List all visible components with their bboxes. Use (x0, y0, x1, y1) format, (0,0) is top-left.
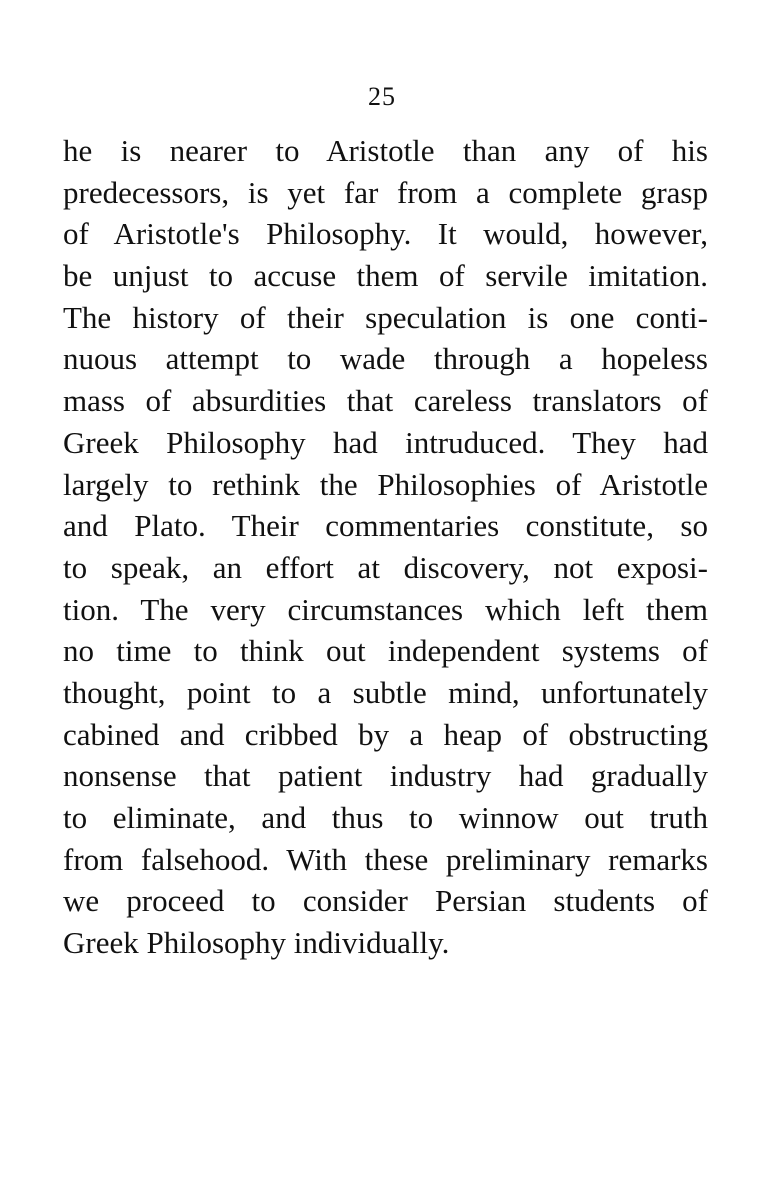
body-paragraph (63, 130, 708, 964)
text-line: of Aristotle's Philosophy. It would, however, (63, 216, 708, 252)
text-line: mass of absurdities that careless translators of (63, 383, 708, 419)
page-number: 25 (368, 82, 396, 111)
text-line: to speak, an effort at discovery, not exposi- (63, 549, 708, 585)
text-line: tion. The very circumstances which left them (63, 591, 708, 627)
text-line: he is nearer to Aristotle than any of his (63, 133, 708, 168)
text-line: thought, point to a subtle mind, unfortunately (63, 674, 708, 710)
text-line: and Plato. Their commentaries constitute, so (63, 508, 708, 544)
text-line: predecessors, is yet far from a complete grasp (63, 174, 708, 210)
text-line: largely to rethink the Philosophies of Aristotle (63, 466, 708, 502)
text-line: The history of their speculation is one conti- (63, 299, 708, 335)
text-line: Greek Philosophy had intruduced. They had (63, 424, 708, 460)
text-line: nuous attempt to wade through a hopeless (63, 341, 708, 377)
text-line: from falsehood. With these preliminary remarks (63, 841, 708, 877)
text-line: we proceed to consider Persian students of (63, 883, 708, 919)
text-line: to eliminate, and thus to winnow out truth (63, 800, 708, 835)
text-line: no time to think out independent systems of (63, 633, 708, 669)
text-line: nonsense that patient industry had gradually (63, 758, 708, 794)
text-line: be unjust to accuse them of servile imitation. (63, 258, 708, 294)
text-line: cabined and cribbed by a heap of obstructing (63, 716, 708, 752)
text-line-last: Greek Philosophy individually. (63, 925, 450, 961)
